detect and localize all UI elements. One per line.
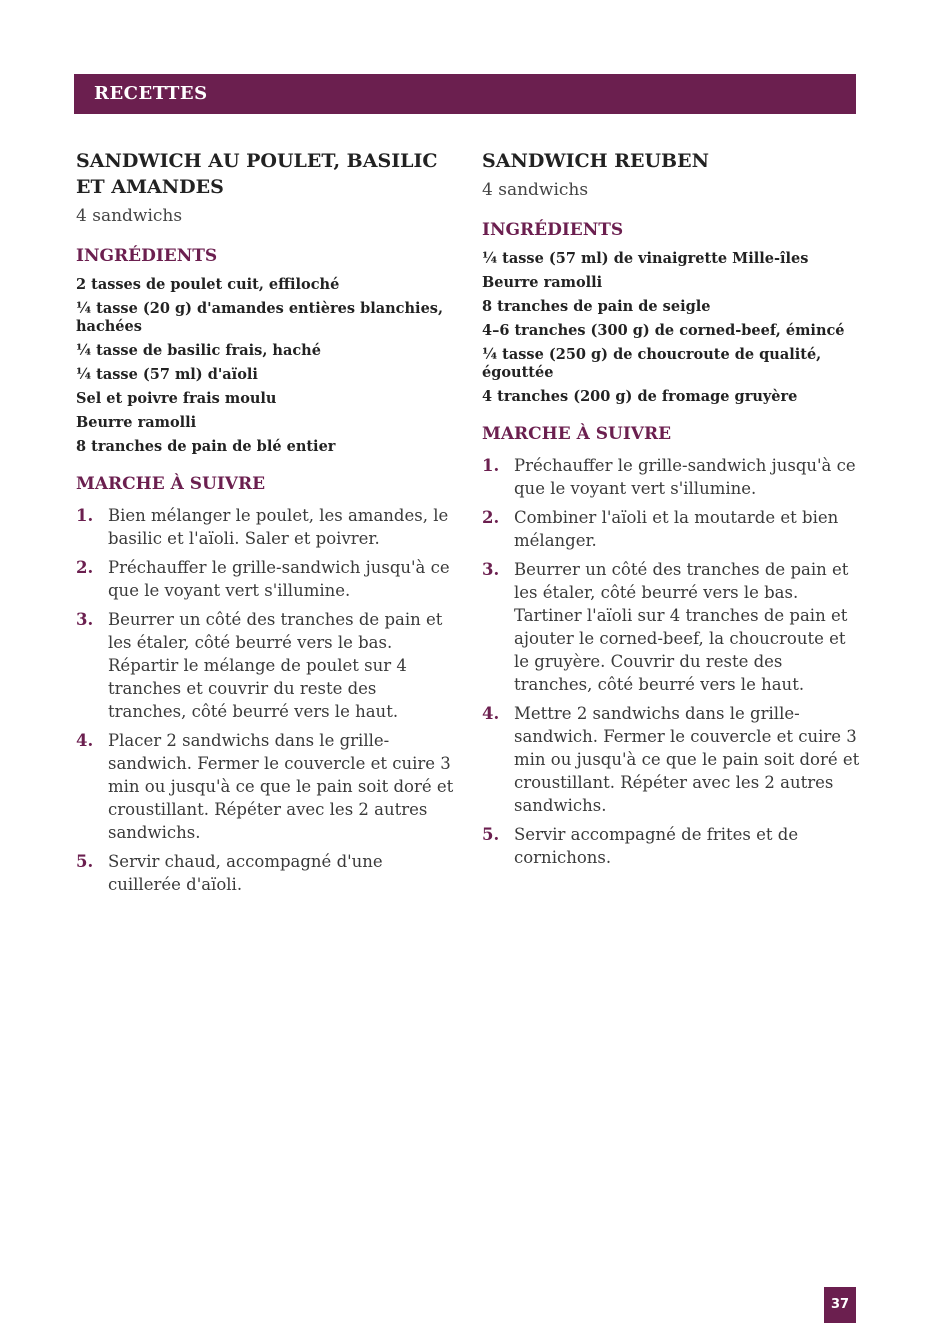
step-number: 3. bbox=[482, 560, 500, 579]
page-number-label: 37 bbox=[830, 1297, 850, 1312]
step-number: 5. bbox=[482, 825, 500, 844]
ingredient-item: 2 tasses de poulet cuit, effiloché bbox=[76, 276, 340, 293]
step-text: Combiner l'aïoli et la moutarde et bien mélanger. bbox=[514, 508, 839, 550]
step-number: 4. bbox=[482, 704, 500, 723]
step-item bbox=[482, 702, 862, 817]
section-banner bbox=[74, 74, 856, 114]
ingredient-item: Sel et poivre frais moulu bbox=[76, 390, 277, 407]
recipe-yield: 4 sandwichs bbox=[482, 180, 589, 200]
recipe-title: SANDWICH REUBEN bbox=[482, 150, 709, 172]
steps-list bbox=[482, 454, 862, 869]
step-item bbox=[482, 558, 862, 696]
ingredients-list bbox=[482, 250, 862, 406]
step-text: Placer 2 sandwichs dans le grille-sandwich. Fermer le couvercle et cuire 3 min ou jusqu'à ce que le pain soit doré et croustillant. Répéter avec les 2 autres sandwichs. bbox=[108, 731, 454, 842]
ingredient-item: 8 tranches de pain de seigle bbox=[482, 298, 711, 315]
step-item bbox=[76, 850, 456, 896]
step-number: 4. bbox=[76, 731, 94, 750]
step-item bbox=[76, 729, 456, 844]
step-item bbox=[76, 608, 456, 723]
ingredient-item: Beurre ramolli bbox=[76, 414, 197, 431]
ingredient-item: 4 tranches (200 g) de fromage gruyère bbox=[482, 388, 798, 405]
ingredient-item: ¼ tasse (57 ml) de vinaigrette Mille-îles bbox=[482, 250, 809, 267]
recipe-title: SANDWICH AU POULET, BASILIC ET AMANDES bbox=[76, 150, 438, 198]
step-item bbox=[76, 556, 456, 602]
step-text: Préchauffer le grille-sandwich jusqu'à ce que le voyant vert s'illumine. bbox=[108, 558, 450, 600]
step-text: Mettre 2 sandwichs dans le grille-sandwich. Fermer le couvercle et cuire 3 min ou jusqu'à ce que le pain soit doré et croustillant. Répéter avec les 2 autres sandwichs. bbox=[514, 704, 860, 815]
section-title: RECETTES bbox=[94, 83, 208, 104]
ingredient-item: ¼ tasse (250 g) de choucroute de qualité, égouttée bbox=[482, 346, 822, 381]
ingredients-heading: INGRÉDIENTS bbox=[76, 246, 218, 266]
step-item bbox=[76, 504, 456, 550]
step-number: 1. bbox=[482, 456, 500, 475]
ingredient-item: ¼ tasse (57 ml) d'aïoli bbox=[76, 366, 258, 383]
steps-list bbox=[76, 504, 456, 896]
step-number: 5. bbox=[76, 852, 94, 871]
ingredient-item: Beurre ramolli bbox=[482, 274, 603, 291]
step-text: Beurrer un côté des tranches de pain et les étaler, côté beurré vers le bas. Tartiner l'aïoli sur 4 tranches de pain et ajouter le corned-beef, la choucroute et le gruyère. Couvrir du reste des tranches, côté beurré vers le haut. bbox=[514, 560, 849, 694]
recipe-reuben bbox=[482, 148, 862, 875]
step-number: 3. bbox=[76, 610, 94, 629]
ingredient-item: 4–6 tranches (300 g) de corned-beef, émincé bbox=[482, 322, 845, 339]
step-text: Servir accompagné de frites et de cornichons. bbox=[514, 825, 799, 867]
recipe-yield: 4 sandwichs bbox=[76, 206, 183, 226]
step-item bbox=[482, 823, 862, 869]
step-item bbox=[482, 454, 862, 500]
step-text: Bien mélanger le poulet, les amandes, le basilic et l'aïoli. Saler et poivrer. bbox=[108, 506, 449, 548]
step-text: Préchauffer le grille-sandwich jusqu'à ce que le voyant vert s'illumine. bbox=[514, 456, 856, 498]
step-item bbox=[482, 506, 862, 552]
ingredient-item: ¼ tasse de basilic frais, haché bbox=[76, 342, 321, 359]
ingredient-item: ¼ tasse (20 g) d'amandes entières blanchies, hachées bbox=[76, 300, 444, 335]
step-text: Beurrer un côté des tranches de pain et les étaler, côté beurré vers le bas. Répartir le mélange de poulet sur 4 tranches et couvrir du reste des tranches, côté beurré vers le haut. bbox=[108, 610, 443, 721]
step-number: 2. bbox=[76, 558, 94, 577]
step-number: 1. bbox=[76, 506, 94, 525]
ingredients-heading: INGRÉDIENTS bbox=[482, 220, 624, 240]
step-number: 2. bbox=[482, 508, 500, 527]
steps-heading: MARCHE À SUIVRE bbox=[76, 474, 266, 494]
step-text: Servir chaud, accompagné d'une cuillerée d'aïoli. bbox=[108, 852, 383, 894]
ingredient-item: 8 tranches de pain de blé entier bbox=[76, 438, 336, 455]
page-number bbox=[824, 1287, 856, 1323]
steps-heading: MARCHE À SUIVRE bbox=[482, 424, 672, 444]
recipe-chicken bbox=[76, 148, 456, 902]
ingredients-list bbox=[76, 276, 456, 456]
